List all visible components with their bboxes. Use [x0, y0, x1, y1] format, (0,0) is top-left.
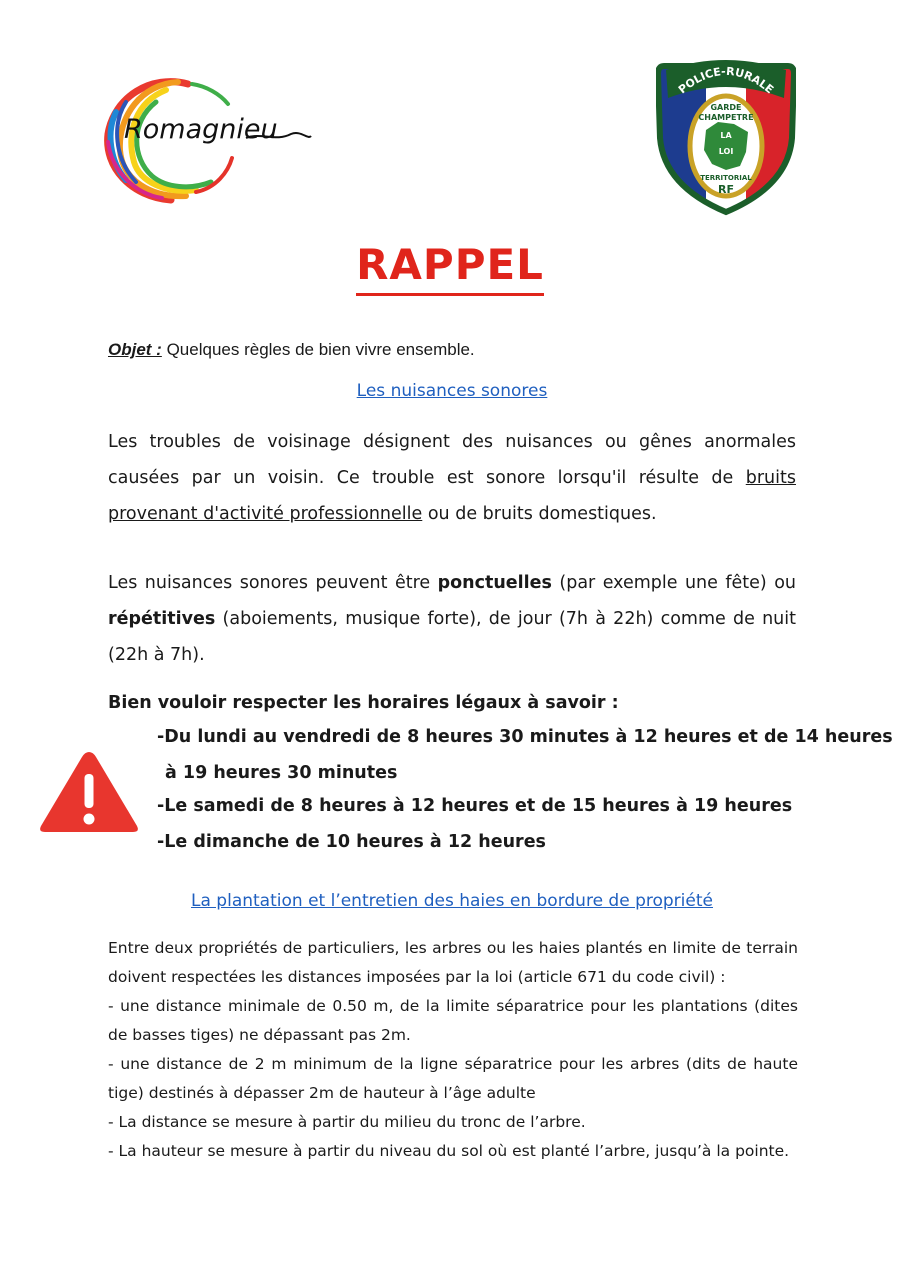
p1-text-a: Les troubles de voisinage désignent des nuisances ou gênes anormales causées par un voisin. Ce trouble est sonore lorsqu'il résulte de [108, 432, 796, 488]
horaire-semaine-suite: à 19 heures 30 minutes [165, 763, 398, 783]
badge-loi: LOI [718, 147, 734, 156]
p2-text-c: (aboiements, musique forte), de jour (7h à 22h) comme de nuit (22h à 7h). [108, 609, 796, 665]
objet-text: Quelques règles de bien vivre ensemble. [166, 340, 475, 359]
plantation-item-hauteur: - La hauteur se mesure à partir du niveau du sol où est planté l’arbre, jusqu’à la pointe. [108, 1142, 790, 1160]
plantation-item-basses-tiges: - une distance minimale de 0.50 m, de la limite séparatrice pour les plantations (dites de basses tiges) ne dépassant pas 2m. [108, 997, 798, 1044]
p2-text-b: (par exemple une fête) ou [551, 573, 796, 593]
romagnieu-wordmark: Romagnieu [124, 114, 278, 145]
objet-line [108, 340, 475, 360]
section-title-plantation[interactable]: La plantation et l’entretien des haies en bordure de propriété [191, 891, 713, 911]
horaires-title: Bien vouloir respecter les horaires légaux à savoir : [108, 693, 619, 713]
romagnieu-logo [96, 72, 326, 207]
p1-text-b: ou de bruits domestiques. [422, 504, 657, 524]
badge-garde: GARDE [710, 103, 742, 112]
badge-police-rurale: POLICE-RURALE [675, 64, 777, 97]
police-rurale-badge [656, 58, 796, 216]
horaire-samedi: -Le samedi de 8 heures à 12 heures et de 15 heures à 19 heures [157, 796, 793, 816]
plantation-item-distance: - La distance se mesure à partir du milieu du tronc de l’arbre. [108, 1113, 586, 1131]
objet-label: Objet : [108, 340, 162, 359]
plantation-item-haute-tige: - une distance de 2 m minimum de la ligne séparatrice pour les arbres (dits de haute tige) destinés à dépasser 2m de hauteur à l’âge adulte [108, 1055, 798, 1102]
p1-underlined: bruits provenant d'activité professionnelle [108, 468, 796, 524]
p2-bold-repetitives: répétitives [108, 609, 216, 629]
plantation-intro: Entre deux propriétés de particuliers, les arbres ou les haies plantés en limite de terrain doivent respectées les distances imposées par la loi (article 671 du code civil) : [108, 939, 798, 986]
rappel-title: RAPPEL [356, 240, 544, 296]
horaire-semaine: -Du lundi au vendredi de 8 heures 30 minutes à 12 heures et de 14 heures [157, 727, 893, 747]
p2-bold-ponctuelles: ponctuelles [437, 573, 552, 593]
paragraph-troubles [108, 424, 796, 532]
section-title-nuisances[interactable]: Les nuisances sonores [356, 381, 548, 401]
badge-la: LA [720, 131, 732, 140]
badge-rf: RF [718, 183, 734, 196]
p2-text-a: Les nuisances sonores peuvent être [108, 573, 438, 593]
paragraph-nuisances [108, 565, 796, 673]
badge-champetre: CHAMPETRE [698, 113, 754, 122]
page-heading [0, 240, 900, 296]
horaire-dimanche: -Le dimanche de 10 heures à 12 heures [157, 832, 546, 852]
warning-icon [38, 748, 140, 836]
plantation-text [108, 934, 798, 1166]
badge-territorial: TERRITORIAL [700, 174, 752, 182]
